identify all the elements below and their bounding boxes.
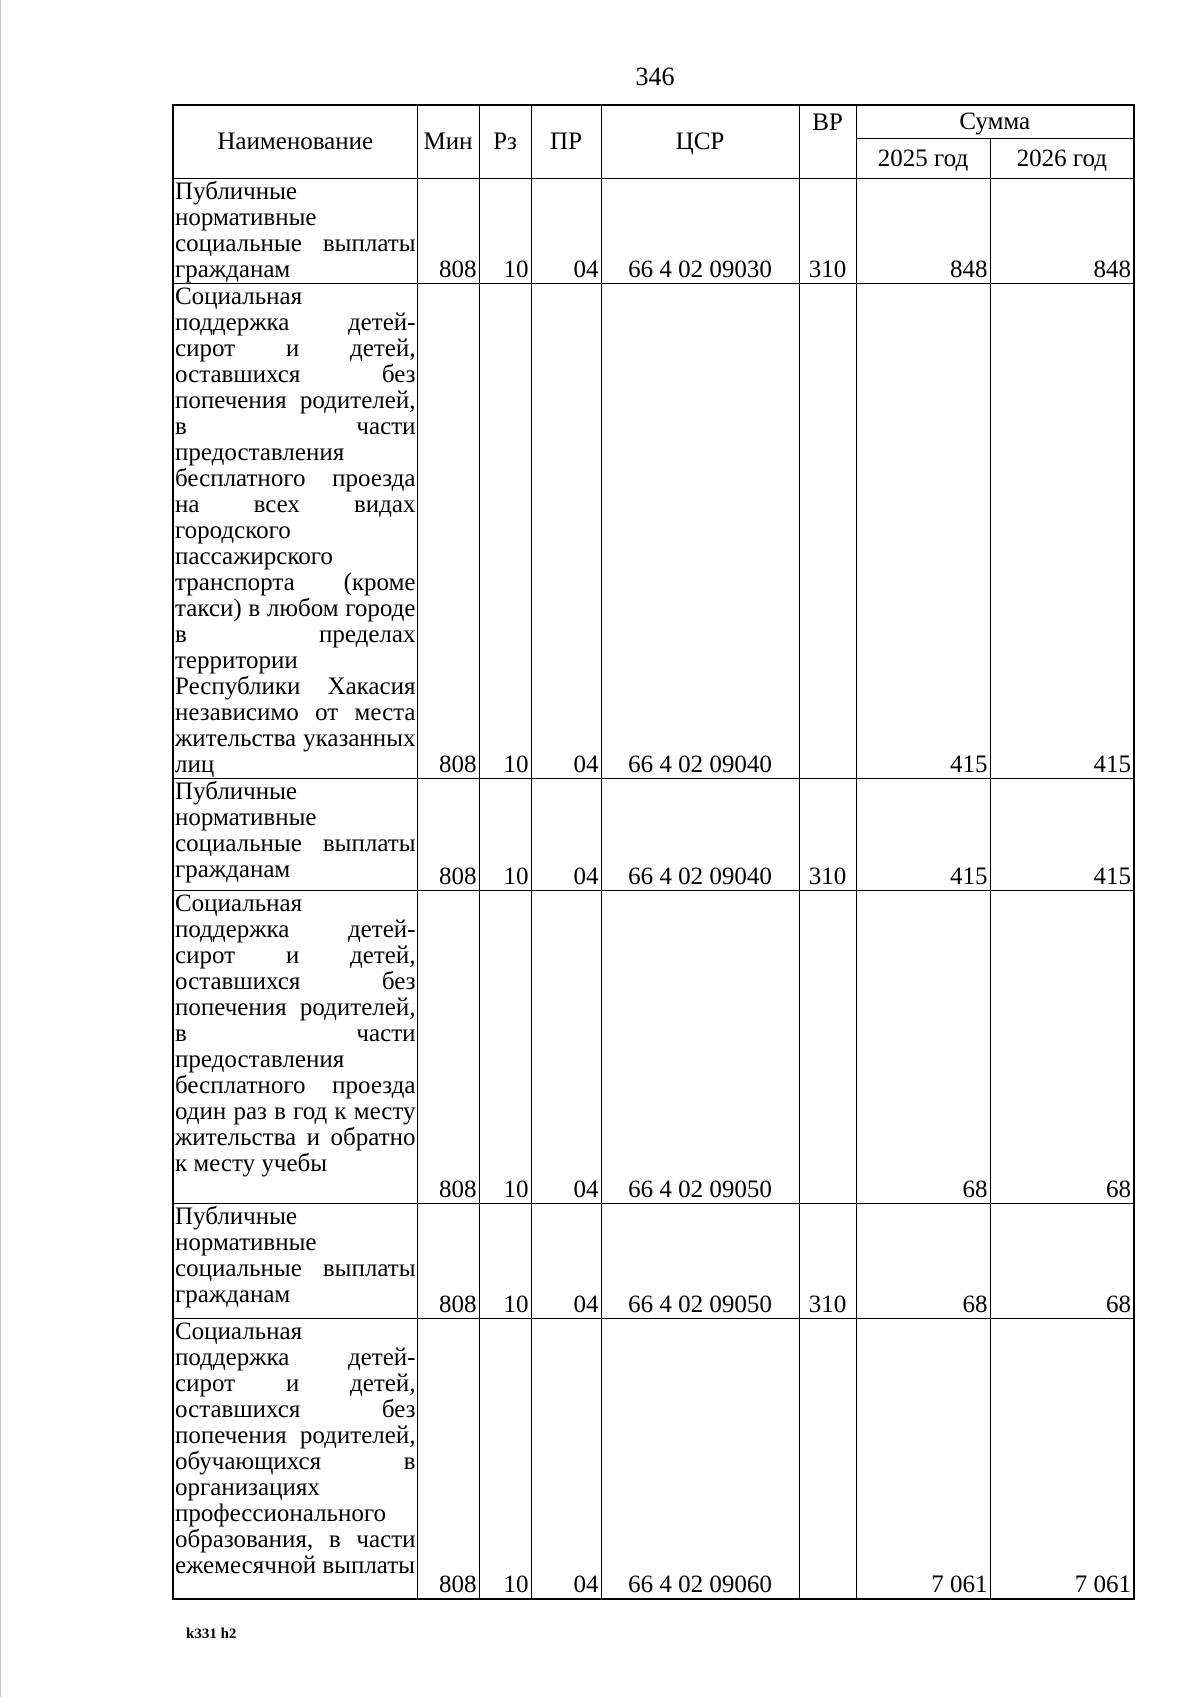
row-sum-2025: 68	[856, 1204, 990, 1319]
header-min: Мин	[417, 105, 479, 179]
row-rz: 10	[479, 284, 531, 779]
row-pr: 04	[531, 284, 601, 779]
header-rz: Рз	[479, 105, 531, 179]
table-row	[173, 284, 1134, 779]
header-row	[173, 105, 1134, 139]
row-sum-2026: 7 061	[990, 1319, 1134, 1599]
header-name: Наименование	[173, 105, 417, 179]
row-sum-2025: 415	[856, 284, 990, 779]
header-year-2025: 2025 год	[856, 139, 990, 179]
table-row	[173, 1204, 1134, 1319]
header-pr: ПР	[531, 105, 601, 179]
row-min: 808	[417, 179, 479, 284]
row-name: Социальная поддержка детей-сирот и детей, оставшихся без попечения родителей, в части предоставления бесплатного проезда один раз в год к месту жительства и обратно к месту учебы	[173, 891, 417, 1204]
row-rz: 10	[479, 779, 531, 891]
row-name: Социальная поддержка детей-сирот и детей, оставшихся без попечения родителей, обучающихся в организациях профессионального образования, в части ежемесячной выплаты	[173, 1319, 417, 1599]
table-row	[173, 179, 1134, 284]
row-vr	[799, 891, 856, 1204]
row-sum-2026: 848	[990, 179, 1134, 284]
row-csr: 66 4 02 09050	[601, 891, 799, 1204]
row-csr: 66 4 02 09060	[601, 1319, 799, 1599]
row-csr: 66 4 02 09040	[601, 284, 799, 779]
table-row	[173, 891, 1134, 1204]
table-row	[173, 1319, 1134, 1599]
row-name: Социальная поддержка детей-сирот и детей, оставшихся без попечения родителей, в части предоставления бесплатного проезда на всех видах городского пассажирского транспорта (кроме такси) в любом городе в пределах территории Республики Хакасия независимо от места жительства указанных лиц	[175, 283, 416, 778]
row-pr: 04	[531, 179, 601, 284]
row-csr: 66 4 02 09050	[601, 1204, 799, 1319]
row-pr: 04	[531, 1319, 601, 1599]
table-row	[173, 779, 1134, 891]
row-csr: 66 4 02 09030	[601, 179, 799, 284]
row-sum-2026: 68	[990, 891, 1134, 1204]
row-min: 808	[417, 779, 479, 891]
row-vr	[799, 1319, 856, 1599]
row-min: 808	[417, 1204, 479, 1319]
row-sum-2026: 415	[990, 284, 1134, 779]
row-sum-2025: 415	[856, 779, 990, 891]
row-vr: 310	[799, 1204, 856, 1319]
row-sum-2026: 68	[990, 1204, 1134, 1319]
row-pr: 04	[531, 779, 601, 891]
row-rz: 10	[479, 179, 531, 284]
row-vr	[799, 284, 856, 779]
row-sum-2025: 68	[856, 891, 990, 1204]
row-sum-2025: 7 061	[856, 1319, 990, 1599]
row-name: Публичные нормативные социальные выплаты гражданам	[175, 178, 416, 283]
row-name: Публичные нормативные социальные выплаты гражданам	[173, 1204, 417, 1319]
row-vr: 310	[799, 779, 856, 891]
row-rz: 10	[479, 1319, 531, 1599]
row-min: 808	[417, 284, 479, 779]
row-sum-2026: 415	[990, 779, 1134, 891]
row-csr: 66 4 02 09040	[601, 779, 799, 891]
budget-table	[172, 104, 1135, 1600]
row-vr: 310	[799, 179, 856, 284]
row-pr: 04	[531, 1204, 601, 1319]
header-sum: Сумма	[856, 105, 1134, 139]
header-vr: ВР	[799, 105, 856, 179]
header-year-2026: 2026 год	[990, 139, 1134, 179]
row-rz: 10	[479, 1204, 531, 1319]
scan-edge	[0, 0, 1, 1697]
row-sum-2025: 848	[856, 179, 990, 284]
header-csr: ЦСР	[601, 105, 799, 179]
page-number: 346	[635, 62, 675, 91]
row-pr: 04	[531, 891, 601, 1204]
row-min: 808	[417, 1319, 479, 1599]
row-name: Публичные нормативные социальные выплаты гражданам	[173, 779, 417, 891]
row-rz: 10	[479, 891, 531, 1204]
footer-code: k331 h2	[186, 1626, 237, 1642]
row-min: 808	[417, 891, 479, 1204]
